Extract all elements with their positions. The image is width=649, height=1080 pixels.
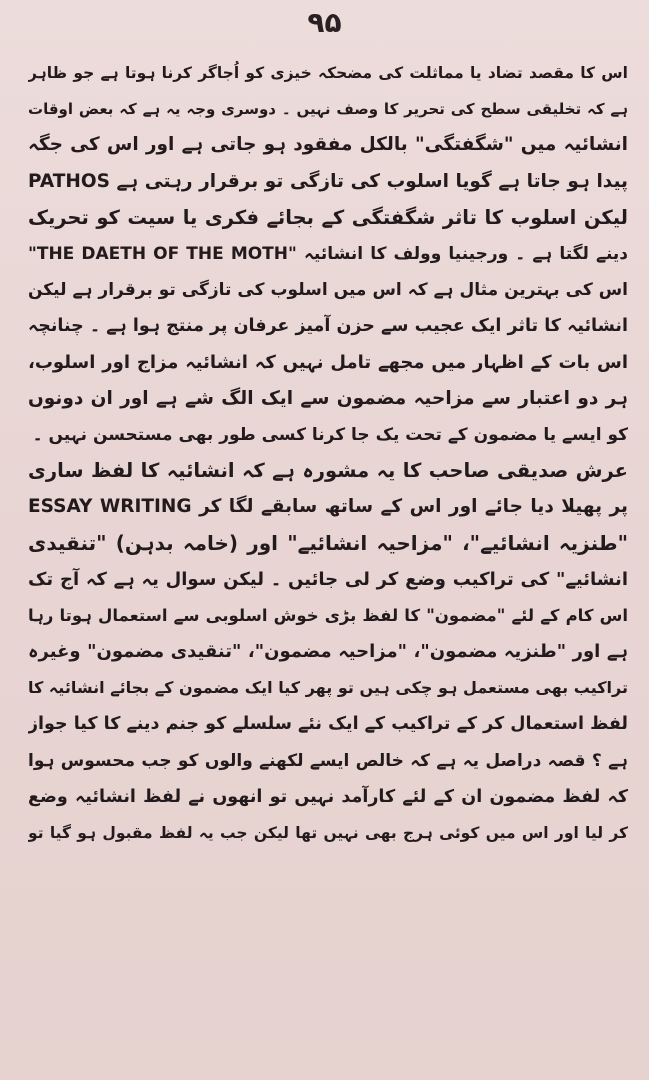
- text-line: عرش صدیقی صاحب کا یہ مشورہ ہے کہ انشائیہ کا لفظ ساری: [28, 459, 628, 483]
- text-line: ہے کہ تخلیقی سطح کی تحریر کا وصف نہیں ۔ دوسری وجہ یہ ہے کہ بعض اوقات: [28, 100, 628, 119]
- text-line: انشائیے" کی تراکیب وضع کر لی جائیں ۔ لیکن سوال یہ ہے کہ آج تک: [28, 568, 628, 590]
- text-line: تراکیب بھی مستعمل ہو چکی ہیں تو پھر کیا ایک مضمون کے بجائے انشائیہ کا: [28, 678, 628, 698]
- text-line: اس کا مقصد تضاد یا مماثلت کی مضحکہ خیزی کو اُجاگر کرنا ہوتا ہے جو ظاہر: [28, 64, 628, 82]
- text-body: [28, 55, 628, 851]
- text-line: انشائیہ کا تاثر ایک عجیب سے حزن آمیز عرفان پر منتج ہوا ہے ۔ چنانچہ: [28, 316, 628, 337]
- text-line: کہ لفظ مضمون ان کے لئے کارآمد نہیں تو انھوں نے لفظ انشائیہ وضع: [28, 786, 628, 807]
- text-line: اس کام کے لئے "مضمون" کا لفظ بڑی خوش اسلوبی سے استعمال ہوتا رہا: [28, 605, 628, 625]
- page-number: ۹۵: [307, 6, 342, 39]
- text-line: لیکن اسلوب کا تاثر شگفتگی کے بجائے فکری یا سیت کو تحریک: [28, 205, 628, 229]
- text-line: دینے لگتا ہے ۔ ورجینیا وولف کا انشائیہ "THE DAETH OF THE MOTH": [28, 243, 628, 264]
- text-line: ESSAY WRITING پر پھیلا دیا جائے اور اس کے ساتھ سابقے لگا کر: [28, 496, 628, 518]
- text-line: ہے اور "طنزیہ مضمون"، "مزاحیہ مضمون"، "تنقیدی مضمون" وغیرہ: [28, 641, 628, 662]
- text-line: "طنزیہ انشائیے"، "مزاحیہ انشائیے" اور (خامہ بدہن) "تنقیدی: [28, 531, 628, 556]
- text-line: انشائیہ میں "شگفتگی" بالکل مفقود ہو جاتی ہے اور اس کی جگہ: [28, 134, 628, 156]
- text-line: PATHOS پیدا ہو جاتا ہے گویا اسلوب کی تازگی تو برقرار رہتی ہے: [28, 170, 628, 192]
- text-line: اس کی بہترین مثال ہے کہ اس میں اسلوب کی تازگی تو برقرار ہے لیکن: [28, 280, 628, 301]
- text-line: کر لیا اور اس میں کوئی ہرج بھی نہیں تھا لیکن جب یہ لفظ مقبول ہو گیا تو: [28, 823, 628, 842]
- text-line: اس بات کے اظہار میں مجھے تامل نہیں کہ انشائیہ مزاج اور اسلوب،: [28, 351, 628, 373]
- text-line: ہے ؟ قصہ دراصل یہ ہے کہ خالص ایسے لکھنے والوں کو جب محسوس ہوا: [28, 750, 628, 771]
- text-line: ہر دو اعتبار سے مزاحیہ مضمون سے ایک الگ شے ہے اور ان دونوں: [28, 387, 628, 409]
- text-line: لفظ استعمال کر کے تراکیب کے ایک نئے سلسلے کو جنم دینے کا کیا جواز: [28, 714, 628, 735]
- text-line: کو ایسے یا مضمون کے تحت یک جا کرنا کسی طور بھی مستحسن نہیں ۔: [32, 424, 628, 445]
